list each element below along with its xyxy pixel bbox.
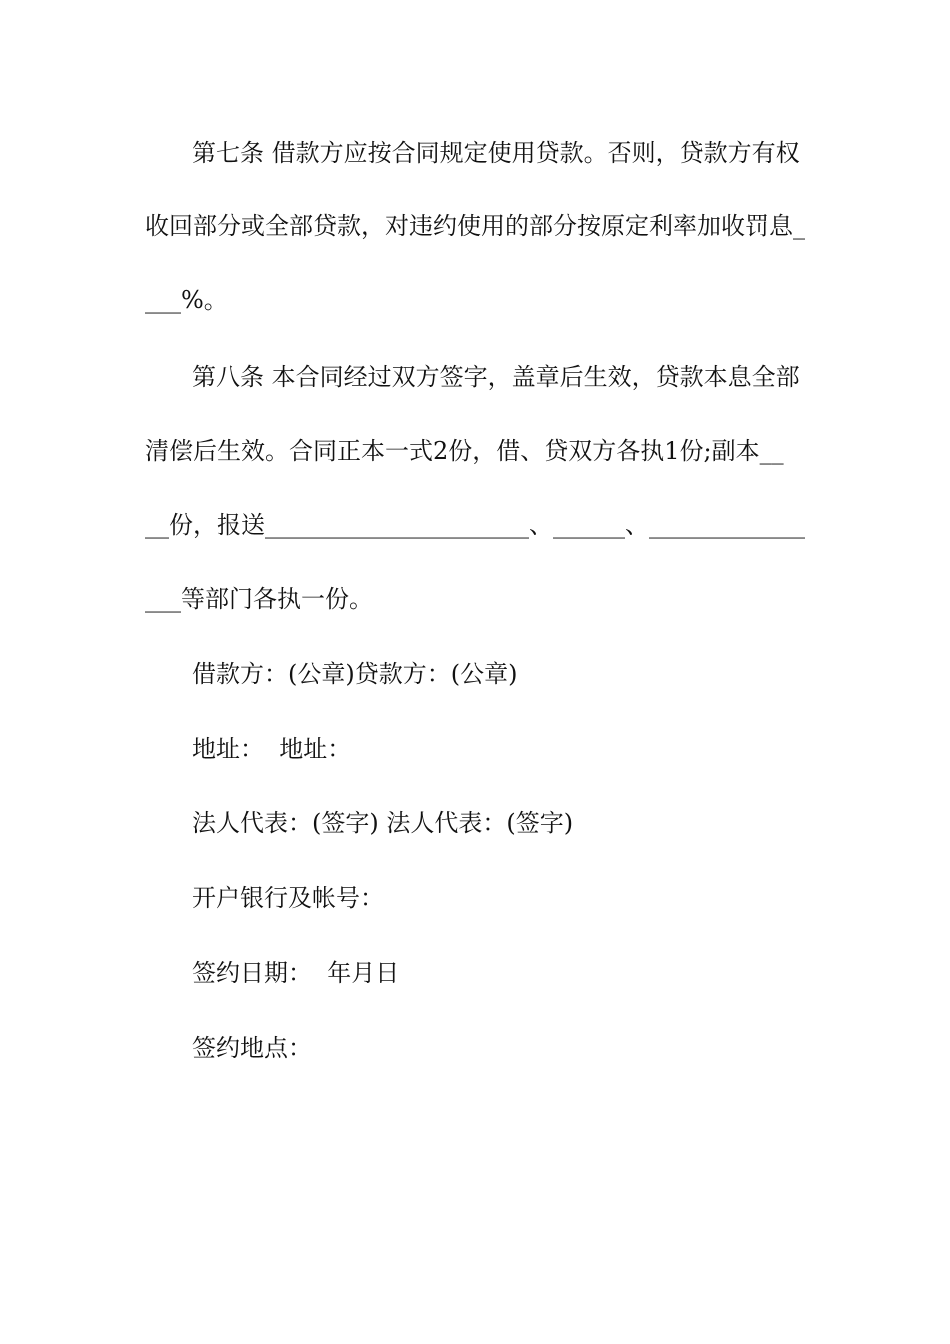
article8-line1: 第八条 本合同经过双方签字，盖章后生效，贷款本息全部	[192, 363, 800, 391]
signature-legal-rep: 法人代表：(签字) 法人代表：(签字)	[192, 809, 574, 837]
signature-address: 地址： 地址：	[192, 735, 352, 763]
article8-line3: __份，报送______________________、______、_____________	[145, 511, 805, 539]
article7-line1: 第七条 借款方应按合同规定使用贷款。否则，贷款方有权	[192, 139, 800, 167]
article8-line2: 清偿后生效。合同正本一式2份，借、贷双方各执1份;副本__	[145, 437, 784, 465]
article8-line4: ___等部门各执一份。	[145, 585, 373, 613]
article7-line3: ___%。	[145, 286, 228, 314]
signature-date: 签约日期： 年月日	[192, 959, 400, 987]
signature-bank-account: 开户银行及帐号：	[192, 884, 384, 912]
signature-place: 签约地点：	[192, 1034, 312, 1062]
article7-line2: 收回部分或全部贷款，对违约使用的部分按原定利率加收罚息_	[145, 212, 805, 240]
signature-parties: 借款方：(公章)贷款方：(公章)	[192, 660, 518, 688]
